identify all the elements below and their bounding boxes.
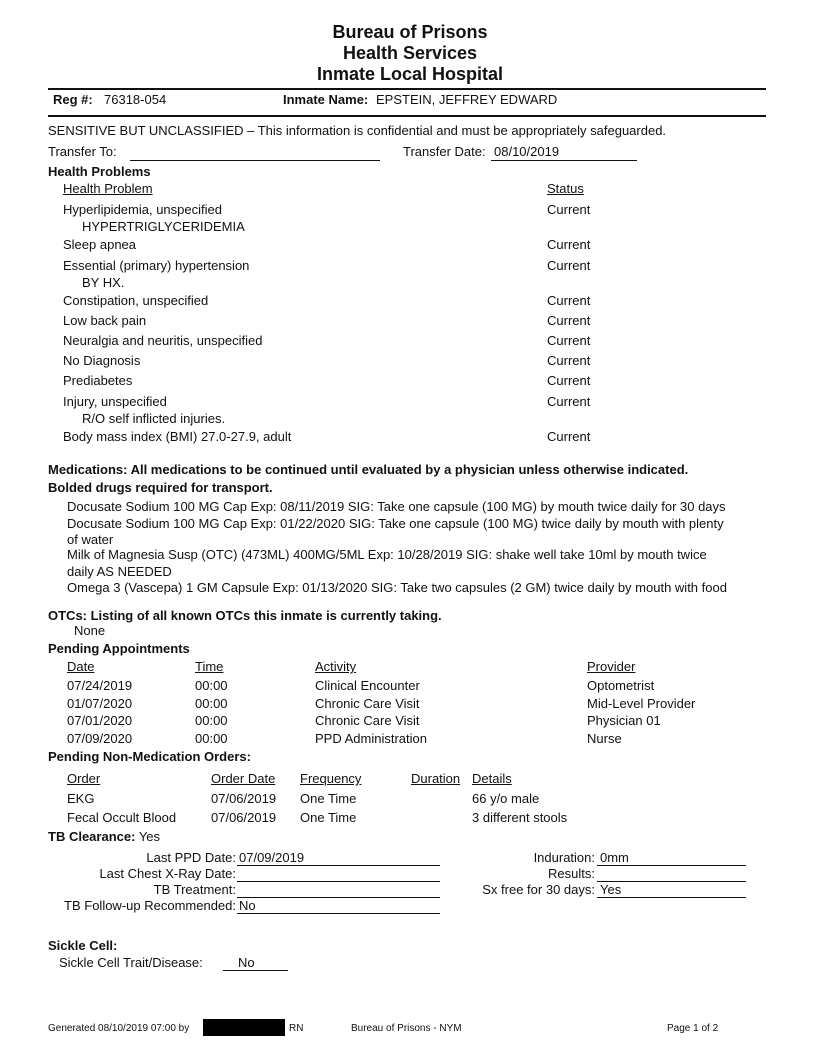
xray-line bbox=[237, 881, 440, 882]
appt-date: 01/07/2020 bbox=[67, 695, 133, 711]
appt-activity: Chronic Care Visit bbox=[315, 713, 420, 729]
sx-free-value: Yes bbox=[600, 882, 622, 897]
medication-line: of water bbox=[67, 532, 114, 547]
problem-status: Current bbox=[547, 333, 591, 348]
problem: Hyperlipidemia, unspecified bbox=[63, 202, 222, 217]
col-duration: Duration bbox=[411, 771, 461, 786]
sx-free-line bbox=[597, 897, 746, 898]
transfer-date-value: 08/10/2019 bbox=[494, 144, 560, 159]
sickle-heading: Sickle Cell: bbox=[48, 938, 118, 953]
medication-line: Milk of Magnesia Susp (OTC) (473ML) 400MG/5ML Exp: 10/28/2019 SIG: shake well take 10ml by mouth twice bbox=[67, 547, 707, 562]
appt-provider: Optometrist bbox=[587, 678, 655, 693]
tb-clearance bbox=[48, 829, 160, 845]
health-problems-heading: Health Problems bbox=[48, 164, 151, 179]
footer-page: Page 1 of 2 bbox=[667, 1023, 719, 1034]
problem-status: Current bbox=[547, 373, 591, 388]
order-name: EKG bbox=[67, 791, 95, 806]
problem-note: BY HX. bbox=[82, 275, 125, 290]
appt-time: 00:00 bbox=[195, 695, 228, 711]
xray-label: Last Chest X-Ray Date: bbox=[99, 866, 236, 881]
col-health-problem: Health Problem bbox=[63, 181, 153, 196]
problem: Prediabetes bbox=[63, 373, 133, 388]
inmate-name: EPSTEIN, JEFFREY EDWARD bbox=[376, 92, 558, 107]
order-details: 3 different stools bbox=[472, 810, 568, 825]
medications-subheading: Bolded drugs required for transport. bbox=[48, 480, 273, 495]
problem-status: Current bbox=[547, 237, 591, 252]
treatment-label: TB Treatment: bbox=[153, 882, 236, 897]
appt-date: 07/24/2019 bbox=[67, 678, 133, 693]
medication-line: Omega 3 (Vascepa) 1 GM Capsule Exp: 01/13/2020 SIG: Take two capsules (2 GM) twice daily by mouth with food bbox=[67, 580, 727, 595]
transfer-date-line bbox=[491, 160, 637, 161]
problem-status: Current bbox=[547, 394, 591, 409]
order-date: 07/06/2019 bbox=[211, 791, 277, 806]
followup-label: TB Follow-up Recommended: bbox=[64, 898, 236, 913]
problem: Injury, unspecified bbox=[63, 394, 167, 409]
transfer-to-line bbox=[130, 160, 380, 161]
problem: Body mass index (BMI) 27.0-27.9, adult bbox=[63, 429, 292, 444]
order-date: 07/06/2019 bbox=[211, 810, 277, 825]
col-time: Time bbox=[195, 659, 224, 674]
redaction-box bbox=[203, 1019, 285, 1036]
medication-line: Docusate Sodium 100 MG Cap Exp: 08/11/2019 SIG: Take one capsule (100 MG) by mouth twice daily for 30 days bbox=[67, 499, 726, 514]
col-details: Details bbox=[472, 771, 512, 786]
medication-line: Docusate Sodium 100 MG Cap Exp: 01/22/2020 SIG: Take one capsule (100 MG) twice daily by mouth with plenty bbox=[67, 516, 724, 531]
appointments-heading: Pending Appointments bbox=[48, 641, 190, 656]
problem: Neuralgia and neuritis, unspecified bbox=[63, 333, 263, 348]
appt-provider: Physician 01 bbox=[587, 713, 661, 729]
title-line-1: Bureau of Prisons bbox=[332, 22, 488, 42]
sickle-value: No bbox=[238, 955, 255, 970]
appt-provider: Nurse bbox=[587, 731, 622, 747]
orders-heading: Pending Non-Medication Orders: bbox=[48, 749, 251, 764]
title-line-2: Health Services bbox=[342, 43, 478, 63]
problem-status: Current bbox=[547, 353, 591, 368]
sickle-line bbox=[223, 970, 288, 971]
reg-rule bbox=[48, 115, 766, 117]
followup-line bbox=[237, 913, 440, 914]
appt-provider: Mid-Level Provider bbox=[587, 695, 696, 711]
col-order: Order bbox=[67, 771, 101, 786]
problem-note: R/O self inflicted injuries. bbox=[82, 411, 226, 426]
order-name: Fecal Occult Blood bbox=[67, 810, 177, 825]
col-date: Date bbox=[67, 659, 95, 674]
appt-date: 07/01/2020 bbox=[67, 713, 133, 729]
footer-role: RN bbox=[289, 1023, 304, 1034]
problem-status: Current bbox=[547, 293, 591, 308]
appt-activity: PPD Administration bbox=[315, 731, 427, 747]
ppd-line bbox=[237, 865, 440, 866]
footer-org: Bureau of Prisons - NYM bbox=[351, 1023, 462, 1034]
order-frequency: One Time bbox=[300, 791, 357, 806]
appt-time: 00:00 bbox=[195, 678, 228, 693]
col-order-date: Order Date bbox=[211, 771, 276, 786]
problem: Essential (primary) hypertension bbox=[63, 258, 250, 273]
treatment-line bbox=[237, 897, 440, 898]
transfer-date-label: Transfer Date: bbox=[403, 144, 486, 159]
otcs-value: None bbox=[74, 623, 106, 638]
medication-line: daily AS NEEDED bbox=[67, 564, 172, 579]
problem: Constipation, unspecified bbox=[63, 293, 209, 308]
ppd-label: Last PPD Date: bbox=[146, 850, 236, 865]
col-activity: Activity bbox=[315, 659, 357, 674]
problem-note: HYPERTRIGLYCERIDEMIA bbox=[82, 219, 245, 234]
inmate-name-label: Inmate Name: bbox=[283, 92, 369, 107]
title-line-3: Inmate Local Hospital bbox=[316, 64, 504, 84]
transfer-to-label: Transfer To: bbox=[48, 144, 117, 159]
problem-status: Current bbox=[547, 429, 591, 444]
col-status: Status bbox=[547, 181, 584, 196]
problem: No Diagnosis bbox=[63, 353, 141, 368]
induration-line bbox=[597, 865, 746, 866]
order-frequency: One Time bbox=[300, 810, 357, 825]
col-frequency: Frequency bbox=[300, 771, 362, 786]
problem-status: Current bbox=[547, 313, 591, 328]
followup-value: No bbox=[239, 898, 256, 913]
problem-status: Current bbox=[547, 202, 591, 217]
sensitivity-notice: SENSITIVE BUT UNCLASSIFIED – This information is confidential and must be appropriately safeguarded. bbox=[48, 123, 667, 138]
order-details: 66 y/o male bbox=[472, 791, 540, 806]
sickle-label: Sickle Cell Trait/Disease: bbox=[59, 955, 203, 970]
sx-free-label: Sx free for 30 days: bbox=[482, 882, 595, 897]
header-rule bbox=[48, 88, 766, 90]
appt-time: 00:00 bbox=[195, 731, 228, 747]
ppd-value: 07/09/2019 bbox=[239, 850, 305, 865]
appt-time: 00:00 bbox=[195, 713, 228, 729]
tb-clearance-value: Yes bbox=[138, 829, 161, 844]
appt-activity: Chronic Care Visit bbox=[315, 695, 420, 711]
appt-date: 07/09/2020 bbox=[67, 731, 133, 747]
otcs-heading: OTCs: Listing of all known OTCs this inmate is currently taking. bbox=[48, 608, 442, 623]
footer-generated: Generated 08/10/2019 07:00 by bbox=[48, 1023, 190, 1034]
medications-heading: Medications: All medications to be continued until evaluated by a physician unless otherwise indicated. bbox=[48, 462, 689, 477]
reg-number: 76318-054 bbox=[104, 92, 167, 107]
appt-activity: Clinical Encounter bbox=[315, 678, 420, 693]
col-provider: Provider bbox=[587, 659, 636, 674]
induration-label: Induration: bbox=[533, 850, 595, 865]
problem-status: Current bbox=[547, 258, 591, 273]
induration-value: 0mm bbox=[600, 850, 629, 865]
reg-label: Reg #: bbox=[53, 92, 93, 107]
problem: Sleep apnea bbox=[63, 237, 137, 252]
problem: Low back pain bbox=[63, 313, 147, 328]
tb-clearance-label: TB Clearance: bbox=[48, 829, 136, 844]
results-label: Results: bbox=[548, 866, 595, 881]
